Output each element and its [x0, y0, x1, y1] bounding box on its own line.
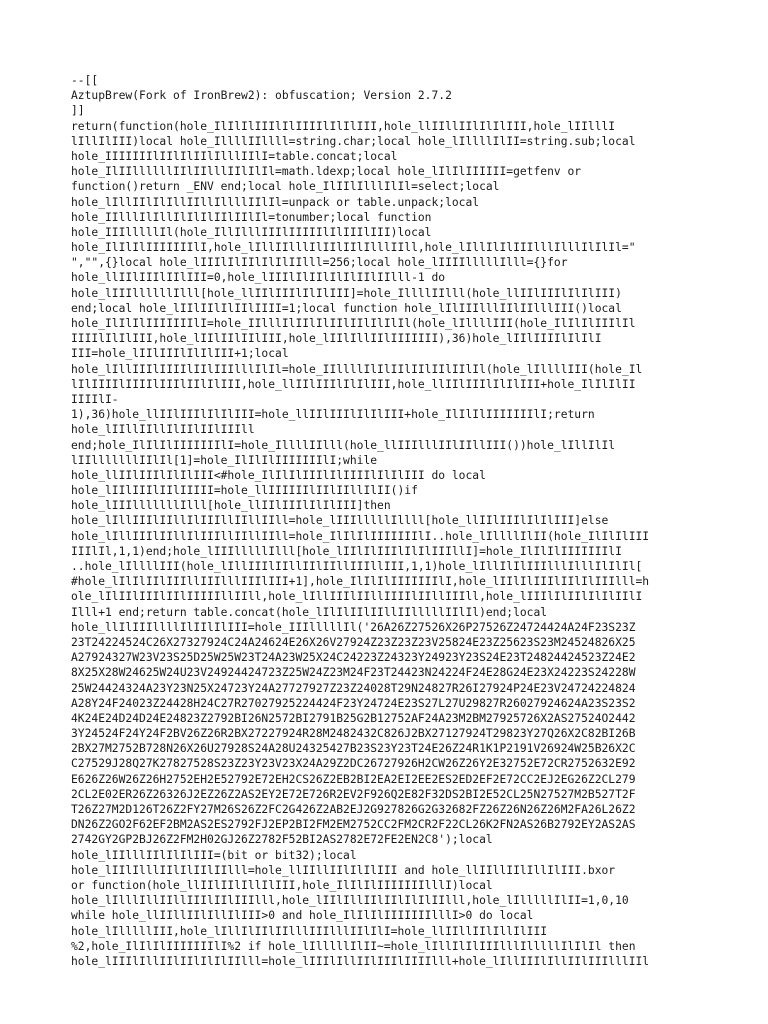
code-line: A27924327W23V23S25D25W25W23T24A23W25X24C24223Z24323Y24923Y23S24E23T24824424523Z24E2 — [71, 651, 636, 665]
code-line: end;local hole_lIIlIIlIlIIlIIII=1;local function hole_lIlIIIlllIIlIIlllIII()local — [71, 301, 622, 315]
code-line: 4K24E24D24D24E24823Z2792BI26N2572BI2791B25G2B12752AF24A23M2BM27925726X2AS27524O2442 — [71, 711, 636, 725]
code-line: C27529J28Q27K27827528S23Z23Y23V23X24A29Z2DC26727926H2CW26Z26Y2E32752E72CR2752632E92 — [71, 757, 636, 771]
code-line: 8X25X28W24625W24U23V24924424723Z25W24Z23M24F23T24423N24224F24E28G24E23X24223S24228W — [71, 666, 636, 680]
code-line: hole_lIllIIIlIIIIlIIlIIIlllIlIl=hole_IIllllIlIlIIlIIlIIlIIlIl(hole_lIllllIII(hole_Il — [71, 362, 643, 376]
code-line: hole_lIIIlIllIIlIIlIlIlIIlll=hole_lIIIlIllIIlIIIlIIIIlll+hole_lIllIIIlIllIIlIIIlllIIl — [71, 954, 650, 968]
code-line: hole_lIIlllIIlIlIlIII=(bit or bit32);local — [71, 848, 357, 862]
code-line: hole_llIIlIIIlIIlIII=0,hole_lIIIlIlIIlIlIlIIlIIlll-1 do — [71, 271, 446, 285]
code-line: III=hole_lIIlIIIlIlIlIII+1;local — [71, 347, 289, 361]
code-line: %2,hole_IlIlIlIIIIIIIlI%2 if hole_lIlllllIlII~=hole_lIllIlIlIIIlllIlllllIlIlIl then — [71, 939, 636, 953]
code-line: or function(hole_llIIlIIlIllIlIII,hole_IlIlIlIIIIIIIlllI)local — [71, 878, 493, 892]
code-line: hole_llIlIIIllllIlIIlIlIII=hole_IIIlllllIl('26A26Z27526X26P27526Z24724424A24F23S23Z — [71, 620, 636, 634]
code-line: IIIlIl,1,1)end;hole_lIIIlllllIlll[hole_lIIlIlIIIlIlIlIIIllI]=hole_IlIlIlIIIIIIIlI — [71, 544, 622, 558]
code-line: Illl+1 end;return table.concat(hole_lIlIlIIlIIllIIlllllIIlIl)end;local — [71, 605, 548, 619]
code-line: ]] — [71, 104, 85, 118]
code-line: hole_lIllIIlIlIllIIllIllllIIlIl=unpack or table.unpack;local — [71, 195, 480, 209]
code-line: end;hole_IlIlIlIIIIIIIlI=hole_IllllIIlll(hole_llIIIlllIIlIIllIII())hole_lIllIlIl — [71, 438, 616, 452]
code-line: hole_lIllIIIlIIllIlIIIllIIllIIll=hole_lIIIlllllIllll[hole_llIIlIIIlIlIlIII]else — [71, 514, 609, 528]
code-line: --[[ — [71, 74, 99, 87]
code-line: hole_IIIIIIIlIIlIlIIlIlllIIlI=table.concat;local — [71, 149, 398, 163]
code-line: 2CL2E02ER26Z26326J2EZ26Z2AS2EY2E72E726R2EV2F926Q2E82F32DS2BI2E52CL25N27527M2B527T2F — [71, 787, 636, 801]
code-line: hole_IlIIllllllIIlIIlllIIlIlIl=math.ldexp;local hole_lIlIlIIIIII=getfenv or — [71, 165, 582, 179]
code-line: lIllIlIII)local hole_IllllIIllll=string.char;local hole_lIllllIlII=string.sub;local — [71, 134, 636, 148]
code-document — [71, 73, 701, 969]
code-line: return(function(hole_IlIlIlIIIlIlIIIIlIlIlIII,hole_llIIllIIlIlIlIII,hole_lIIlllI — [71, 119, 616, 133]
code-line: hole_llIIlIIIlIlIlIII<#hole_IlIlIlIIIlIlIIIIlIlIlIII do local — [71, 468, 486, 482]
code-line: hole_lIIlIIIlIIlIIIII=hole_llIIIIIIlIIlIIllIlII()if — [71, 484, 418, 498]
code-line: lIIlllllllIIlIl[1]=hole_IlIlIlIIIIIIIlI;while — [71, 453, 378, 467]
code-line: lIlIIIIlIIIIlIIIlIIlIlIII,hole_llIIlIIIlIlIlIII,hole_llIIlIIIlIlIlIII+hole_IlIlIlII — [71, 377, 636, 391]
code-line: 2742GY2GP2BJ26Z2FM2H02GJ26Z2782F52BI2AS2782E72FE2EN2C8');local — [71, 833, 493, 847]
code-line: ..hole_lIllllIII(hole_lIllIIIlIIllIIlIIllIIIllIII,1,1)hole_lIllIlIlIIIlllIlllIlIlIl[ — [71, 560, 643, 573]
code-line: 25W24424324A23Y23N25X24723Y24A27727927Z23Z24028T29N24827R26I27924P24E23V24724224824 — [71, 681, 636, 695]
code-line: A28Y24F24023Z24428H24C27R27027925224424F23Y24724E23S27L27U29827R26027924624A23S23S2 — [71, 696, 636, 710]
code-line: hole_lIIIlllllllIlll[hole_llIIlIIIlIlIlIII]then — [71, 499, 391, 513]
code-line: 23T24224524C26X27327924C24A24624E26X26V27924Z23Z23Z23V25824E23Z25623S23M24524826X25 — [71, 635, 636, 649]
code-line: hole_lIllIIIlIIllIlIIIllIIllIIll=hole_IlIlIlIIIIIIIlI..hole_lIllllIlII(hole_IlIlIlIII — [71, 529, 650, 543]
code-line: hole_IlIlIlIIIIIIIlI=hole_IIlllIlIIlIlIIlIIlIlIlIl(hole_lIllllIII(hole_IlIlIlIIIlIl — [71, 317, 636, 330]
code-line: DN26Z2GO2F62EF2BM2AS2ES2792FJ2EP2BI2FM2EM2752CC2FM2CR2F22CL26K2FN2AS26B2792EY2AS2AS — [71, 818, 636, 832]
code-line: T26Z27M2D126T26Z2FY27M26S26Z2FC2G426Z2AB2EJ2G927826G2G32682FZ26Z26N26Z26M2FA26L26Z2 — [71, 803, 636, 816]
code-line: ole_lIlIIlIIIlIIlIIIIIllIIll,hole_lIllIIIlIIllIIIIlIIllIIIll,hole_lIIIlIlIIlIlIlIIlI — [71, 590, 643, 604]
code-line: IIIIlI- — [71, 392, 119, 406]
code-line: 3Y24524F24Y24F2BV26Z26R2BX27227924R28M2482432C826J2BX27127924T29823Y27Q26X2C82BI26B — [71, 727, 636, 741]
code-line: hole_lIIlIlllIIlIlIIlIIlll=hole_llIIllIIlIlIlIII and hole_llIIllIIlIllIlIII.bxor — [71, 863, 616, 877]
code-line: IIIIlIlIlIII,hole_lIIlIIlIIlIII,hole_lIIlIllIIlIIIIIII),36)hole_lIIlIIIIlIlIlI — [71, 332, 602, 346]
code-line: hole_IlIlIlIIIIIIIlI,hole_lIllIIlllIlIIlIIlIlllIIll,hole_lIllIlIlIIIlllIlllIlIlIl=" — [71, 241, 636, 255]
code-line: hole_IIlllIlIllIlIlIlIIlIIlIl=tonumber;local function — [71, 210, 432, 224]
code-line: hole_lIIIllllllIlll[hole_llIIlIIIlIlIlIII]=hole_IllllIIlll(hole_llIIlIIIlIlIlIII) — [71, 286, 622, 300]
code-line: hole_lIlllIllIIllIIIlIIlIIIlll,hole_lIIlIllIIlIIlIlIlIIlll,hole_lIlllllIlII=1,0,10 — [71, 894, 629, 908]
code-line: function()return _ENV end;local hole_IlIIlIlllIlIl=select;local — [71, 180, 500, 194]
code-line: AztupBrew(Fork of IronBrew2): obfuscation; Version 2.7.2 — [71, 89, 452, 103]
code-line: #hole_lIlIlIIlIIIllIIIlllIIIlIII+1],hole_IlIlIlIIIIIIIlI,hole_lIIlIlIIIlIIlIlIIIlll=h — [71, 575, 650, 589]
code-line: hole_IIIlllllIl(hole_IllIlllIIIlIIIIIlIlIIIlIII)local — [71, 225, 432, 239]
code-line: ","",{}local hole_lIIIlIlIIlIlIlIIlll=256;local hole_lIIIIlllllIlll={}for — [71, 256, 568, 270]
code-line: E626Z26W26Z26H2752EH2E52792E72EH2CS26Z2EB2BI2EA2EI2EE2ES2ED2EF2E72CC2EJ2EG26Z2CL279 — [71, 772, 636, 786]
code-line: 1),36)hole_llIIlIIIlIlIlIII=hole_llIIlIIIlIlIlIII+hole_IlIlIlIIIIIIIlI;return — [71, 408, 595, 422]
code-line: 2BX27M2752B728N26X26U27928S24A28U24325427B23S23Y23T24E26Z24R1K1P2191V26924W25B26X2C — [71, 742, 636, 756]
code-line: while hole_llIIllIIlIllIlIII>0 and hole_IlIlIlIIIIIIIlllI>0 do local — [71, 909, 534, 923]
code-line: hole_lIlllllIII,hole_lIllIlIIlIIlllIIIlllIIlIlI=hole_llIIllIIlIllIlIII — [71, 924, 548, 938]
code-line: hole_lIIllIIllIlIIlIIlIIIll — [71, 423, 255, 437]
